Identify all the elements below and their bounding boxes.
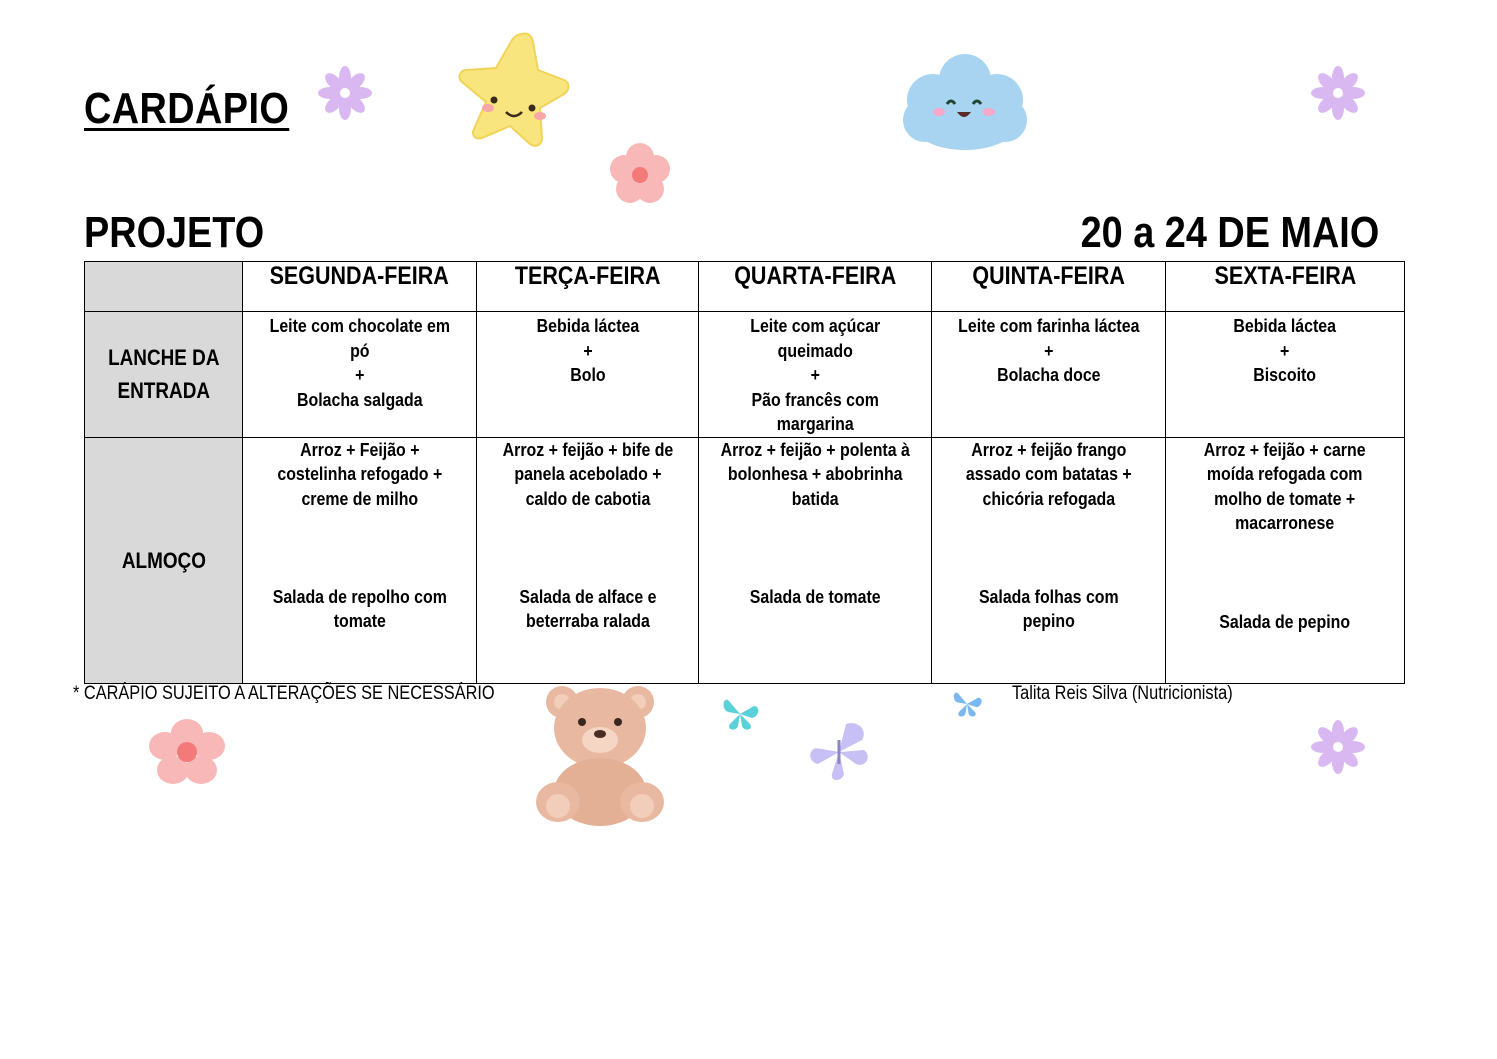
flower-icon <box>318 66 372 120</box>
butterfly-icon <box>720 694 760 734</box>
day-header-wednesday: QUARTA-FEIRA <box>699 262 932 312</box>
table-header-row <box>85 262 1405 312</box>
butterfly-icon <box>806 720 872 782</box>
flower-icon <box>1311 66 1365 120</box>
star-icon <box>452 28 576 152</box>
lanche-cell: Leite com chocolate em pó + Bolacha salgada <box>243 312 477 438</box>
flower-icon <box>1311 720 1365 774</box>
almoco-salad: Salada de tomate <box>749 585 881 607</box>
menu-title: CARDÁPIO <box>84 84 290 133</box>
row-label-lanche: LANCHE DA ENTRADA <box>85 312 243 438</box>
project-label: PROJETO <box>84 208 265 257</box>
butterfly-icon <box>950 688 984 720</box>
almoco-main: Arroz + Feijão + costelinha refogado + creme de milho <box>277 438 442 509</box>
table-row <box>85 437 1405 683</box>
day-header-tuesday: TERÇA-FEIRA <box>477 262 699 312</box>
lanche-cell: Bebida láctea + Biscoito <box>1166 312 1405 438</box>
lanche-cell: Bebida láctea + Bolo <box>477 312 699 438</box>
flower-icon <box>145 718 229 786</box>
almoco-main: Arroz + feijão frango assado com batatas + chicória refogada <box>965 438 1132 509</box>
table-corner-cell <box>85 262 243 312</box>
almoco-salad: Salada folhas com pepino <box>978 585 1119 631</box>
almoco-salad: Salada de repolho com tomate <box>272 585 447 631</box>
flower-icon <box>608 142 672 208</box>
almoco-cell <box>243 437 477 683</box>
nutritionist-signature: Talita Reis Silva (Nutricionista) <box>1012 683 1233 704</box>
almoco-main: Arroz + feijão + polenta à bolonhesa + abobrinha batida <box>720 438 910 509</box>
disclaimer-note: * CARÁPIO SUJEITO A ALTERAÇÕES SE NECESSÁRIO <box>73 683 495 704</box>
day-header-friday: SEXTA-FEIRA <box>1166 262 1405 312</box>
almoco-cell <box>1166 437 1405 683</box>
almoco-main: Arroz + feijão + carne moída refogada com molho de tomate + macarronese <box>1204 438 1366 533</box>
lanche-cell: Leite com farinha láctea + Bolacha doce <box>932 312 1166 438</box>
lanche-cell: Leite com açúcar queimado + Pão francês com margarina <box>699 312 932 438</box>
day-header-thursday: QUINTA-FEIRA <box>932 262 1166 312</box>
almoco-main: Arroz + feijão + bife de panela acebolado + caldo de cabotia <box>502 438 673 509</box>
almoco-cell <box>477 437 699 683</box>
row-label-almoco: ALMOÇO <box>85 437 243 683</box>
almoco-salad: Salada de alface e beterraba ralada <box>518 585 657 631</box>
cloud-icon <box>897 48 1033 152</box>
almoco-salad: Salada de pepino <box>1219 610 1351 632</box>
date-range: 20 a 24 DE MAIO <box>1080 208 1379 257</box>
almoco-cell <box>699 437 932 683</box>
table-row <box>85 312 1405 438</box>
menu-table <box>84 261 1405 684</box>
almoco-cell <box>932 437 1166 683</box>
day-header-monday: SEGUNDA-FEIRA <box>243 262 477 312</box>
teddy-bear-icon <box>532 680 668 826</box>
